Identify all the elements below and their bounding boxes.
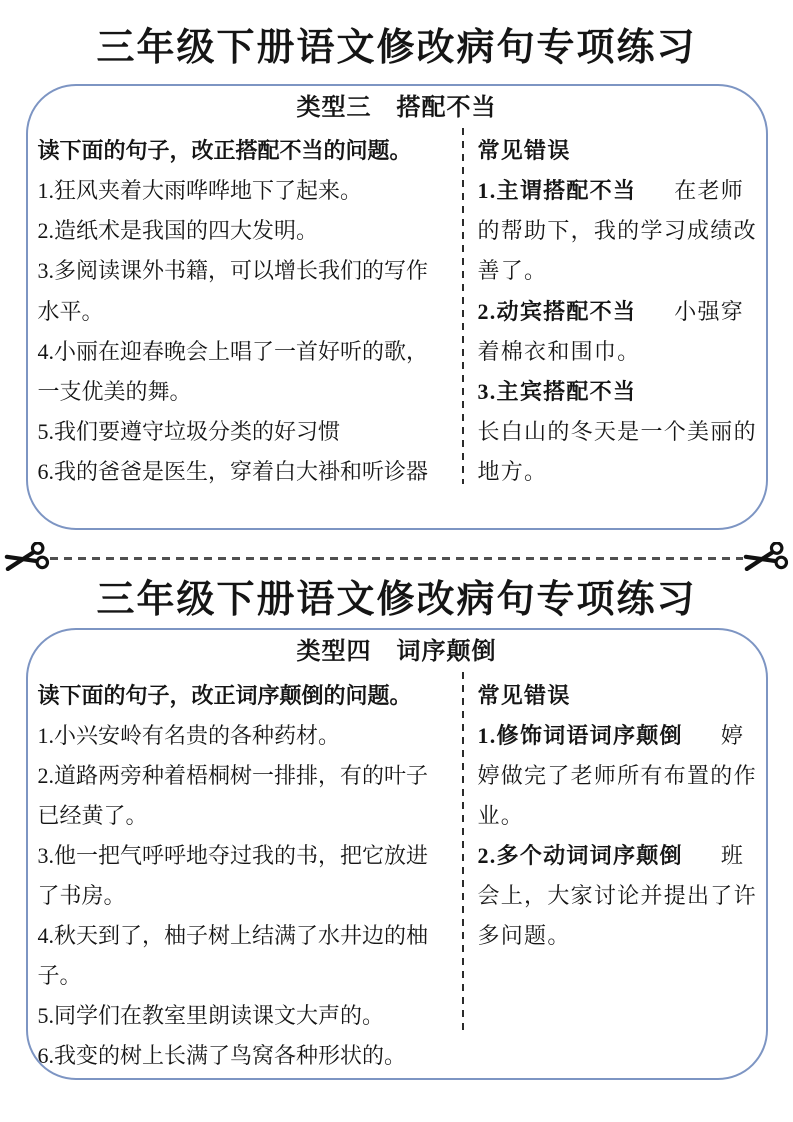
sentence-item: 3.他一把气呼呼地夺过我的书，把它放进了书房。 [37,843,429,909]
sentence-item: 1.狂风夹着大雨哗哗地下了起来。 [37,178,363,204]
sentence-item: 6.我的爸爸是医生，穿着白大褂和听诊器 [37,458,429,484]
type-heading: 类型四 词序颠倒 [296,639,497,666]
section-box-type4 [26,628,768,1080]
sentence-item: 3.多阅读课外书籍，可以增长我们的写作水平。 [37,258,429,324]
error-example: 婷婷做完了老师所有布置的作业。 [477,723,757,829]
error-example: 小强穿着棉衣和围巾。 [477,298,745,364]
section-box-type3 [26,84,768,530]
common-errors-column [478,676,764,1076]
error-type-label: 3.主宾搭配不当 [477,378,637,404]
column-divider [462,672,464,1034]
error-example: 长白山的冬天是一个美丽的地方。 [477,418,757,484]
common-errors-header: 常见错误 [477,138,571,164]
column-divider [462,128,464,484]
type-heading: 类型三 搭配不当 [296,94,497,121]
sentence-item: 6.我变的树上长满了鸟窝各种形状的。 [37,1043,407,1069]
instruction-header: 读下面的句子，改正搭配不当的问题。 [37,138,412,164]
error-item [478,716,764,836]
error-type-label: 1.修饰词语词序颠倒 [477,723,683,749]
instruction-header: 读下面的句子，改正词序颠倒的问题。 [37,682,412,708]
error-item [478,171,764,291]
sentence-item: 4.小丽在迎春晚会上唱了一首好听的歌，一支优美的舞。 [37,338,429,404]
exercise-column [38,676,438,1076]
common-errors-header: 常见错误 [477,682,571,708]
error-example: 在老师的帮助下，我的学习成绩改善了。 [477,178,757,284]
page-title: 三年级下册语文修改病句专项练习 [96,27,697,69]
sentence-item: 5.同学们在教室里朗读课文大声的。 [37,1003,385,1029]
sentence-item: 2.道路两旁种着梧桐树一排排，有的叶子已经黄了。 [37,763,429,829]
error-type-label: 2.多个动词词序颠倒 [477,843,683,869]
columns [28,125,766,491]
sentence-item: 2.造纸术是我国的四大发明。 [37,218,319,244]
scissors-icon [743,542,789,576]
error-item [478,292,764,372]
dashed-cut-line [50,557,743,560]
error-type-label: 2.动宾搭配不当 [477,298,637,324]
error-example: 班会上，大家讨论并提出了许多问题。 [477,843,757,949]
sentence-item: 1.小兴安岭有名贵的各种药材。 [37,723,341,749]
sentence-item: 4.秋天到了，柚子树上结满了水井边的柚子。 [37,923,429,989]
error-item [478,836,764,956]
scissors-icon [4,542,50,576]
page-title: 三年级下册语文修改病句专项练习 [96,578,697,621]
exercise-column [38,131,438,491]
error-type-label: 1.主谓搭配不当 [477,178,637,204]
columns [28,670,766,1076]
sentence-item: 5.我们要遵守垃圾分类的好习惯 [37,418,341,444]
common-errors-column [478,131,764,491]
cut-line [4,542,789,576]
